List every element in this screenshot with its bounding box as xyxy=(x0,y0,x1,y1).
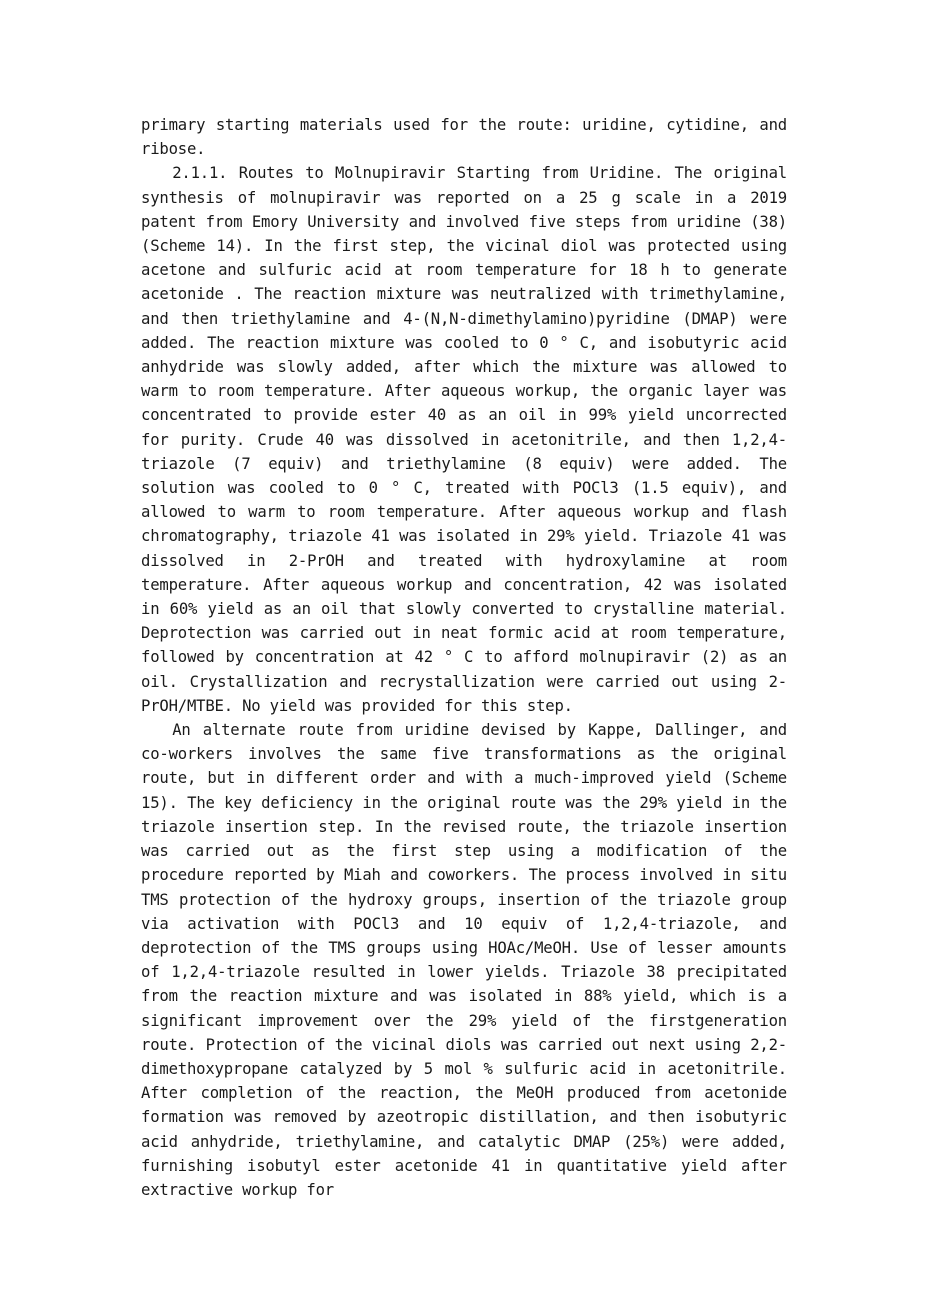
paragraph-original-route: 2.1.1. Routes to Molnupiravir Starting from Uridine. The original synthesis of molnupiravir was reported on a 25 g scale in a 2019 patent from Emory University and involved five steps from uridine (38) (Scheme 14). In the first step, the vicinal diol was protected using acetone and sulfuric acid at room temperature for 18 h to generate acetonide . The reaction mixture was neutralized with trimethylamine, and then triethylamine and 4-(N,N-dimethylamino)pyridine (DMAP) were added. The reaction mixture was cooled to 0 ° C, and isobutyric acid anhydride was slowly added, after which the mixture was allowed to warm to room temperature. After aqueous workup, the organic layer was concentrated to provide ester 40 as an oil in 99% yield uncorrected for purity. Crude 40 was dissolved in acetonitrile, and then 1,2,4-triazole (7 equiv) and triethylamine (8 equiv) were added. The solution was cooled to 0 ° C, treated with POCl3 (1.5 equiv), and allowed to warm to room temperature. After aqueous workup and flash chromatography, triazole 41 was isolated in 29% yield. Triazole 41 was dissolved in 2-PrOH and treated with hydroxylamine at room temperature. After aqueous workup and concentration, 42 was isolated in 60% yield as an oil that slowly converted to crystalline material. Deprotection was carried out in neat formic acid at room temperature, followed by concentration at 42 ° C to afford molnupiravir (2) as an oil. Crystallization and recrystallization were carried out using 2-PrOH/MTBE. No yield was provided for this step. xyxy=(141,164,787,715)
paragraph-alternate-route: An alternate route from uridine devised by Kappe, Dallinger, and co-workers involves the same five transformations as the original route, but in different order and with a much-improved yield (Scheme 15). The key deficiency in the original route was the 29% yield in the triazole insertion step. In the revised route, the triazole insertion was carried out as the first step using a modification of the procedure reported by Miah and coworkers. The process involved in situ TMS protection of the hydroxy groups, insertion of the triazole group via activation with POCl3 and 10 equiv of 1,2,4-triazole, and deprotection of the TMS groups using HOAc/MeOH. Use of lesser amounts of 1,2,4-triazole resulted in lower yields. Triazole 38 precipitated from the reaction mixture and was isolated in 88% yield, which is a significant improvement over the 29% yield of the firstgeneration route. Protection of the vicinal diols was carried out next using 2,2-dimethoxypropane catalyzed by 5 mol % sulfuric acid in acetonitrile. After completion of the reaction, the MeOH produced from acetonide formation was removed by azeotropic distillation, and then isobutyric acid anhydride, triethylamine, and catalytic DMAP (25%) were added, furnishing isobutyl ester acetonide 41 in quantitative yield after extractive workup for xyxy=(141,721,787,1199)
paragraph-intro-continuation: primary starting materials used for the route: uridine, cytidine, and ribose. xyxy=(141,116,787,159)
document-body xyxy=(141,113,787,1202)
